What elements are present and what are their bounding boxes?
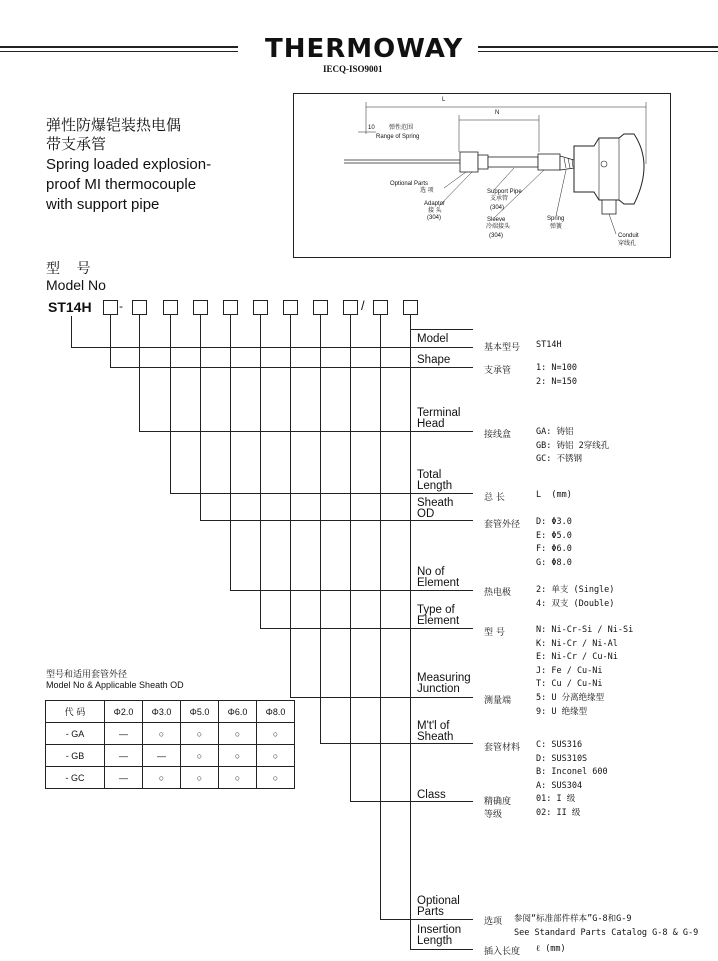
product-title-en xyxy=(46,155,211,215)
field-material-en xyxy=(417,721,453,743)
field-sheath-en1: Sheath xyxy=(417,497,454,509)
field-sheath-values: D: Φ3.0 E: Φ5.0 F: Φ6.0 G: Φ8.0 xyxy=(536,517,572,568)
field-total-en1: Total xyxy=(417,469,442,481)
support-mat: (304) xyxy=(490,205,505,211)
table-row xyxy=(46,723,295,745)
table-cell: — xyxy=(105,723,143,745)
header-rule-left-top xyxy=(0,46,238,48)
code-box-junction xyxy=(283,300,298,315)
table-caption-en: Model No & Applicable Sheath OD xyxy=(46,680,184,690)
code-box-material xyxy=(313,300,328,315)
conduit-cn: 穿线孔 xyxy=(618,241,637,247)
table-cell: ○ xyxy=(181,723,219,745)
table-header-cell: Φ2.0 xyxy=(105,701,143,723)
table-header-row xyxy=(46,701,295,723)
field-sheath-en2: OD xyxy=(417,508,435,520)
table-row xyxy=(46,745,295,767)
connector-elemtype-h xyxy=(260,628,473,629)
table-cell: ○ xyxy=(257,767,295,789)
title-en-line1: Spring loaded explosion- xyxy=(46,156,212,173)
connector-insertion-h xyxy=(410,329,473,330)
table-header-cell: Φ6.0 xyxy=(219,701,257,723)
field-junction-en1: Measuring xyxy=(417,672,471,684)
connector-model-v xyxy=(71,316,72,347)
sheath-od-table xyxy=(45,700,295,789)
field-shape-cn: 支承管 xyxy=(484,366,512,376)
optional-cn: 选 项 xyxy=(420,188,434,194)
connector-insertion-h2 xyxy=(410,949,473,950)
field-total-values: L (mm) xyxy=(536,490,572,500)
table-header-cell: Φ3.0 xyxy=(143,701,181,723)
field-class-values: 01: I 级 02: II 级 xyxy=(536,794,581,818)
field-total-en xyxy=(417,470,452,492)
field-model-en: Model xyxy=(417,333,449,345)
field-elemno-en2: Element xyxy=(417,577,460,589)
field-optional-en xyxy=(417,896,460,918)
connector-class-h xyxy=(350,801,473,802)
connector-elemno-h xyxy=(230,590,473,591)
table-header-cell: Φ8.0 xyxy=(257,701,295,723)
field-insertion-en1: Insertion xyxy=(417,924,462,936)
field-shape-values: 1: N=100 2: N=150 xyxy=(536,363,577,387)
table-header-cell: Φ5.0 xyxy=(181,701,219,723)
field-elemno-values: 2: 单支 (Single) 4: 双支 (Double) xyxy=(536,585,615,609)
connector-class-v xyxy=(350,315,351,801)
connector-elemtype-v xyxy=(260,315,261,628)
field-insertion-cn: 插入长度 xyxy=(484,947,521,957)
field-elemno-cn: 热电极 xyxy=(484,588,512,598)
field-insertion-en xyxy=(417,925,461,947)
field-optional-cn: 选项 xyxy=(484,917,503,927)
field-class-cn1: 精确度 xyxy=(484,797,512,807)
field-material-values: C: SUS316 D: SUS310S B: Inconel 600 A: SUS304 xyxy=(536,740,608,791)
field-model-values: ST14H xyxy=(536,340,562,350)
connector-junction-v xyxy=(290,315,291,697)
connector-terminal-h xyxy=(139,431,473,432)
support-cn: 支承管 xyxy=(490,196,509,202)
connector-sheath-v xyxy=(200,315,201,520)
table-cell: — xyxy=(105,767,143,789)
table-cell: - GB xyxy=(46,745,105,767)
optional-en: Optional Parts xyxy=(390,181,429,187)
model-code: ST14H xyxy=(48,299,92,315)
title-en-line3: with support pipe xyxy=(46,196,160,213)
code-box-element-no xyxy=(223,300,238,315)
thermocouple-drawing xyxy=(294,94,670,257)
sleeve-mat: (304) xyxy=(489,233,504,239)
table-cell: ○ xyxy=(143,767,181,789)
field-total-en2: Length xyxy=(417,480,453,492)
code-box-sheath-od xyxy=(193,300,208,315)
connector-shape-h xyxy=(110,367,473,368)
table-cell: ○ xyxy=(257,745,295,767)
field-junction-cn: 测量端 xyxy=(484,696,512,706)
table-cell: ○ xyxy=(219,767,257,789)
field-terminal-cn: 接线盒 xyxy=(484,430,512,440)
field-total-cn: 总 长 xyxy=(484,493,505,503)
sleeve-en: Sleeve xyxy=(487,217,506,223)
table-cell: - GC xyxy=(46,767,105,789)
connector-terminal-v xyxy=(139,315,140,431)
field-elemtype-cn: 型 号 xyxy=(484,628,505,638)
field-class-cn2: 等级 xyxy=(484,810,503,820)
header-rule-left-bottom xyxy=(0,51,238,52)
connector-material-h xyxy=(320,743,473,744)
field-elemtype-en1: Type of xyxy=(417,604,455,616)
table-cell: ○ xyxy=(219,745,257,767)
field-junction-en2: Junction xyxy=(417,683,460,695)
table-cell: - GA xyxy=(46,723,105,745)
connector-shape-v xyxy=(110,315,111,367)
field-sheath-en xyxy=(417,498,453,520)
field-elemno-en xyxy=(417,567,459,589)
field-class-en: Class xyxy=(417,789,446,801)
connector-material-v xyxy=(320,315,321,743)
range-en: Range of Spring xyxy=(376,134,420,140)
model-label-cn: 型 号 xyxy=(46,261,97,277)
field-elemtype-en2: Element xyxy=(417,615,460,627)
field-terminal-en1: Terminal xyxy=(417,407,461,419)
field-terminal-en2: Head xyxy=(417,418,445,430)
title-cn-line1: 弹性防爆铠装热电偶 xyxy=(46,116,182,134)
adaptor-cn: 接 头 xyxy=(428,208,442,214)
spring-cn: 弹簧 xyxy=(550,224,563,230)
field-material-cn: 套管材料 xyxy=(484,743,521,753)
support-en: Support Pipe xyxy=(487,189,522,195)
title-en-line2: proof MI thermocouple xyxy=(46,176,197,193)
connector-junction-h xyxy=(290,697,473,698)
code-box-total-length xyxy=(163,300,178,315)
adaptor-en: Adaptor xyxy=(424,201,446,207)
header-rule-right-top xyxy=(478,46,718,48)
code-box-insertion xyxy=(403,300,418,315)
product-diagram xyxy=(293,93,671,258)
range-cn: 弹性范围 xyxy=(389,125,414,131)
model-label-en: Model No xyxy=(46,277,106,293)
table-cell: ○ xyxy=(181,745,219,767)
spring-en: Spring xyxy=(547,216,565,222)
connector-total-h xyxy=(170,493,473,494)
brand-logo: THERMOWAY xyxy=(265,34,464,64)
field-junction-values: 5: U 分离绝缘型 9: U 绝缘型 xyxy=(536,693,605,717)
table-header-cell: 代 码 xyxy=(46,701,105,723)
dim-L: L xyxy=(442,97,446,103)
field-insertion-values: ℓ (mm) xyxy=(536,944,566,954)
field-sheath-cn: 套管外径 xyxy=(484,520,521,530)
table-cell: ○ xyxy=(143,723,181,745)
adaptor-mat: (304) xyxy=(427,215,442,221)
table-cell: — xyxy=(143,745,181,767)
code-box-terminal xyxy=(132,300,147,315)
connector-total-v xyxy=(170,315,171,493)
sleeve-cn: 冷端接头 xyxy=(486,224,511,230)
header-rule-right-bottom xyxy=(478,51,718,52)
conduit-en: Conduit xyxy=(618,233,639,239)
field-junction-en xyxy=(417,673,471,695)
field-elemno-en1: No of xyxy=(417,566,445,578)
code-box-shape xyxy=(103,300,118,315)
product-title-cn xyxy=(46,116,181,154)
field-material-en2: Sheath xyxy=(417,731,454,743)
field-optional-en1: Optional xyxy=(417,895,460,907)
field-optional-values: 参阅“标准部件样本”G-8和G-9 See Standard Parts Catalog G-8 & G-9 xyxy=(514,914,699,938)
code-box-class xyxy=(343,300,358,315)
connector-sheath-h xyxy=(200,520,473,521)
field-insertion-en2: Length xyxy=(417,935,453,947)
connector-insertion-v xyxy=(410,315,411,329)
connector-model-h xyxy=(71,347,473,348)
field-terminal-values: GA: 铸铝 GB: 铸铝 2穿线孔 GC: 不锈钢 xyxy=(536,427,610,464)
dim-10: 10 xyxy=(368,125,375,131)
field-elemtype-en xyxy=(417,605,459,627)
table-cell: — xyxy=(105,745,143,767)
code-dash: - xyxy=(119,299,123,313)
table-row xyxy=(46,767,295,789)
title-cn-line2: 带支承管 xyxy=(46,135,107,153)
connector-optional-v xyxy=(380,315,381,919)
connector-insertion-v2 xyxy=(410,329,411,949)
field-material-en1: M't'l of xyxy=(417,720,450,732)
table-cell: ○ xyxy=(219,723,257,745)
field-shape-en: Shape xyxy=(417,354,451,366)
dim-N: N xyxy=(495,110,500,116)
table-cell: ○ xyxy=(257,723,295,745)
table-caption-cn: 型号和适用套管外径 xyxy=(46,670,128,680)
code-box-optional xyxy=(373,300,388,315)
connector-elemno-v xyxy=(230,315,231,590)
field-terminal-en xyxy=(417,408,460,430)
field-elemtype-values: N: Ni-Cr-Si / Ni-Si K: Ni-Cr / Ni-Al E: Ni-Cr / Cu-Ni J: Fe / Cu-Ni T: Cu / Cu-Ni xyxy=(536,625,634,689)
code-slash: / xyxy=(361,298,365,313)
field-model-cn: 基本型号 xyxy=(484,343,521,353)
field-optional-en2: Parts xyxy=(417,906,444,918)
certification-text: IECQ-ISO9001 xyxy=(323,64,383,74)
connector-optional-h xyxy=(380,919,473,920)
table-cell: ○ xyxy=(181,767,219,789)
code-box-element-type xyxy=(253,300,268,315)
